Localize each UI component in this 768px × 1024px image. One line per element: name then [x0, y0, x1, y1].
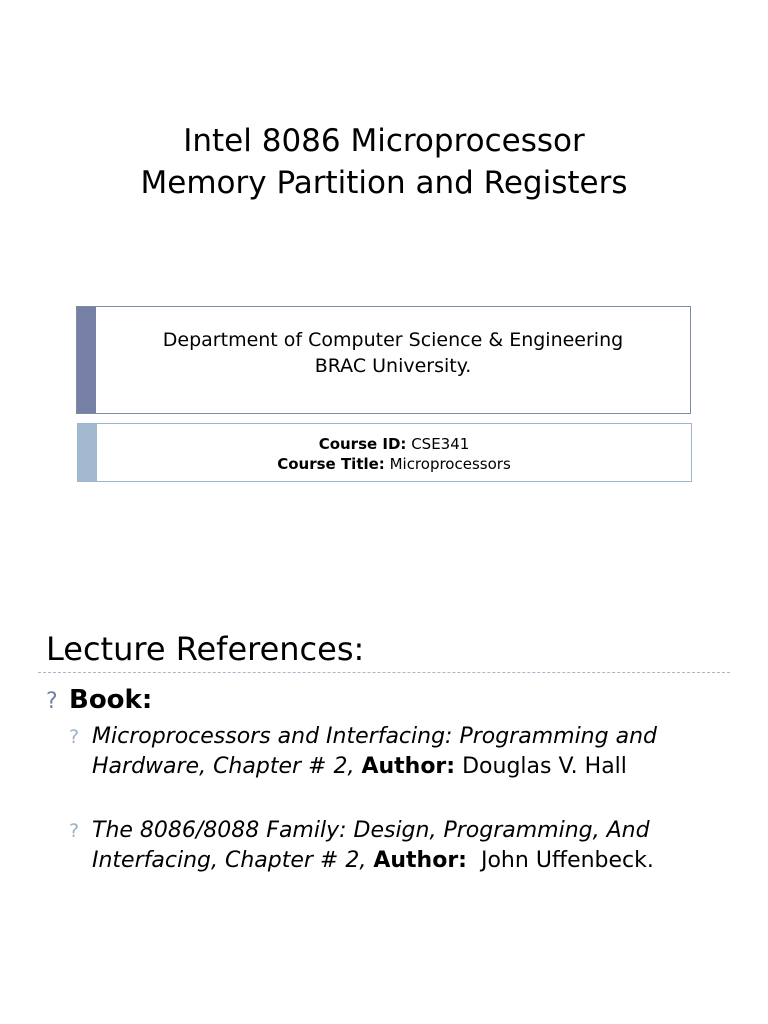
slide-title [0, 120, 768, 204]
references-heading: Lecture References: [46, 630, 365, 668]
sub-bullet-marker-icon: ? [69, 820, 80, 842]
department-box [76, 306, 691, 414]
course-id-label: Course ID: [318, 435, 407, 453]
course-text [97, 434, 691, 474]
sub-bullet-marker-icon: ? [69, 726, 80, 748]
course-accent-bar [78, 424, 97, 481]
reference-author-label: Author: [361, 754, 456, 779]
department-name: Department of Computer Science & Engineering [162, 329, 624, 351]
course-box [77, 423, 692, 482]
book-bullet [46, 683, 152, 719]
reference-author: Douglas V. Hall [462, 754, 627, 779]
reference-title: The 8086/8088 Family: Design, Programming, And Interfacing, Chapter # 2, [92, 818, 650, 873]
reference-text [92, 722, 729, 782]
course-id-value: CSE341 [406, 435, 470, 453]
slide-title-line2: Memory Partition and Registers [140, 165, 628, 201]
reference-author: John Uffenbeck. [480, 848, 654, 873]
slide-title-line1: Intel 8086 Microprocessor [183, 123, 585, 159]
course-title-label: Course Title: [277, 455, 385, 473]
reference-text [92, 816, 729, 876]
reference-item [69, 816, 729, 876]
department-text [96, 327, 690, 379]
course-title-row [97, 454, 691, 474]
department-accent-bar [77, 307, 96, 413]
bullet-marker-icon: ? [46, 689, 58, 714]
reference-item [69, 722, 729, 782]
reference-author-label: Author: [373, 848, 467, 873]
reference-title: Microprocessors and Interfacing: Programming and Hardware, Chapter # 2, [92, 724, 657, 779]
course-id-row [97, 434, 691, 454]
book-label: Book: [69, 685, 153, 715]
references-divider [38, 672, 730, 673]
course-title-value: Microprocessors [384, 455, 511, 473]
university-name: BRAC University. [314, 355, 472, 377]
